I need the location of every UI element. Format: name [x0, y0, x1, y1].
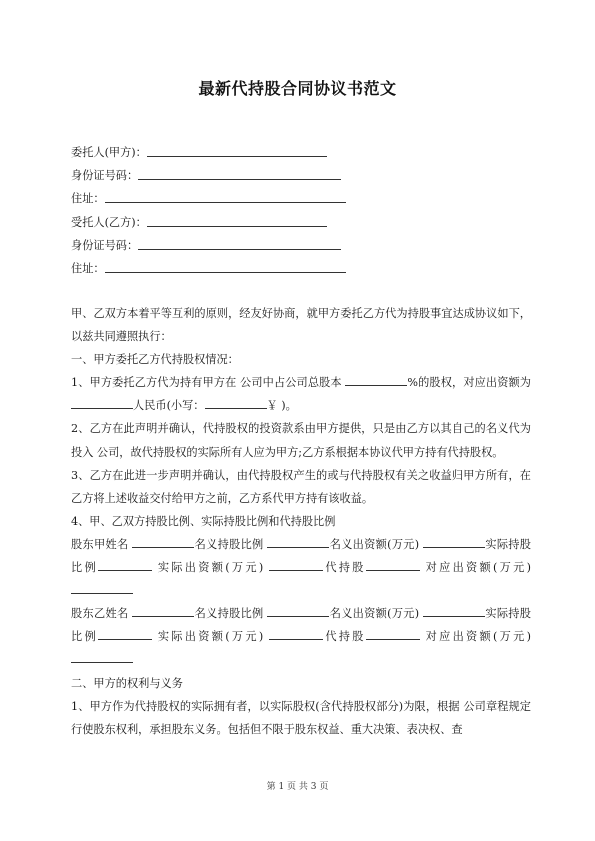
shareholder-name-label: 股东乙姓名 — [71, 607, 133, 621]
nominal-ratio-label: 名义持股比例 — [194, 537, 268, 551]
blank-line — [267, 535, 329, 548]
shareholder-name-label: 股东甲姓名 — [71, 537, 133, 551]
agent-field — [71, 211, 531, 234]
principal-address-field — [71, 187, 531, 210]
clause-text: 1、甲方委托乙方代为持有甲方在 公司中占公司总股本 — [71, 376, 346, 390]
blank-line — [71, 650, 133, 663]
nominal-capital-label: 名义出资额(万元) — [329, 537, 424, 551]
agent-address-blank-line — [105, 257, 346, 273]
blank-line — [345, 373, 407, 386]
nominal-ratio-label: 名义持股比例 — [194, 607, 268, 621]
actual-ratio-label: 实际持股比例 — [71, 607, 531, 644]
section-heading: 二、甲方的权利与义务 — [71, 676, 183, 690]
blank-line — [269, 558, 323, 571]
blank-line — [366, 627, 420, 640]
blank-line — [132, 604, 194, 617]
principal-id-blank-line — [138, 164, 341, 180]
clause-text: ￥ )。 — [266, 399, 297, 413]
principal-blank-line — [147, 141, 327, 157]
proxy-capital-label: 对应出资额(万元) — [419, 561, 531, 575]
document-body — [71, 302, 531, 741]
blank-line — [269, 627, 323, 640]
principal-address-blank-line — [105, 187, 346, 203]
blank-line — [98, 627, 152, 640]
field-label: 身份证号码： — [71, 238, 139, 252]
actual-capital-label: 实际出资额(万元) — [151, 561, 270, 575]
page-number-footer: 第 1 页 共 3 页 — [266, 782, 329, 792]
actual-capital-label: 实际出资额(万元) — [151, 630, 270, 644]
agent-id-field — [71, 234, 531, 257]
clause-4-heading: 4、甲、乙双方持股比例、实际持股比例和代持股比例 — [71, 514, 336, 528]
proxy-capital-label: 对应出资额(万元) — [419, 630, 531, 644]
field-label: 住址： — [71, 192, 105, 206]
section-2-clause-1: 1、甲方作为代持股权的实际拥有者，以实际股权(含代持股权部分)为限，根据 公司章程规定行使股东权利，承担股东义务。包括但不限于股东权益、重大决策、表决权、查 — [71, 699, 531, 736]
blank-line — [423, 535, 485, 548]
intro-paragraph: 甲、乙双方本着平等互利的原则，经友好协商，就甲方委托乙方代为持股事宜达成协议如下，以兹共同遵照执行： — [71, 307, 531, 344]
blank-line — [71, 396, 133, 409]
party-fields — [71, 141, 531, 280]
blank-line — [71, 581, 133, 594]
field-label: 委托人(甲方)： — [71, 146, 147, 159]
clause-3: 3、乙方在此进一步声明并确认，由代持股权产生的或与代持股权有关之收益归甲方所有，在乙方将上述收益交付给甲方之前，乙方系代甲方持有该收益。 — [71, 468, 531, 505]
blank-line — [366, 558, 420, 571]
field-label: 受托人(乙方)： — [71, 215, 147, 229]
principal-field — [71, 141, 531, 164]
clause-1 — [71, 371, 531, 417]
blank-line — [205, 396, 267, 409]
agent-address-field — [71, 257, 531, 280]
blank-line — [132, 535, 194, 548]
clause-text: %的股权，对应出资额为 — [407, 376, 531, 390]
blank-line — [267, 604, 329, 617]
clause-text: 人民币(小写： — [133, 399, 205, 413]
blank-line — [423, 604, 485, 617]
principal-id-field — [71, 164, 531, 187]
clause-2: 2、乙方在此声明并确认，代持股权的投资款系由甲方提供，只是由乙方以其自己的名义代为投入 公司，故代持股权的实际所有人应为甲方;乙方系根据本协议代甲方持有代持股权。 — [71, 422, 531, 459]
agent-blank-line — [147, 211, 327, 227]
field-label: 住址： — [71, 261, 105, 275]
agent-id-blank-line — [138, 234, 341, 250]
section-heading: 一、甲方委托乙方代持股权情况： — [71, 353, 239, 367]
proxy-label: 代持股 — [323, 630, 366, 644]
shareholder-a-row — [71, 533, 531, 602]
blank-line — [98, 558, 152, 571]
proxy-label: 代持股 — [323, 561, 366, 575]
field-label: 身份证号码： — [71, 169, 139, 183]
nominal-capital-label: 名义出资额(万元) — [329, 607, 424, 621]
shareholder-b-row — [71, 602, 531, 671]
actual-ratio-label: 实际持股比例 — [71, 537, 531, 575]
document-title: 最新代持股合同协议书范文 — [198, 79, 397, 98]
